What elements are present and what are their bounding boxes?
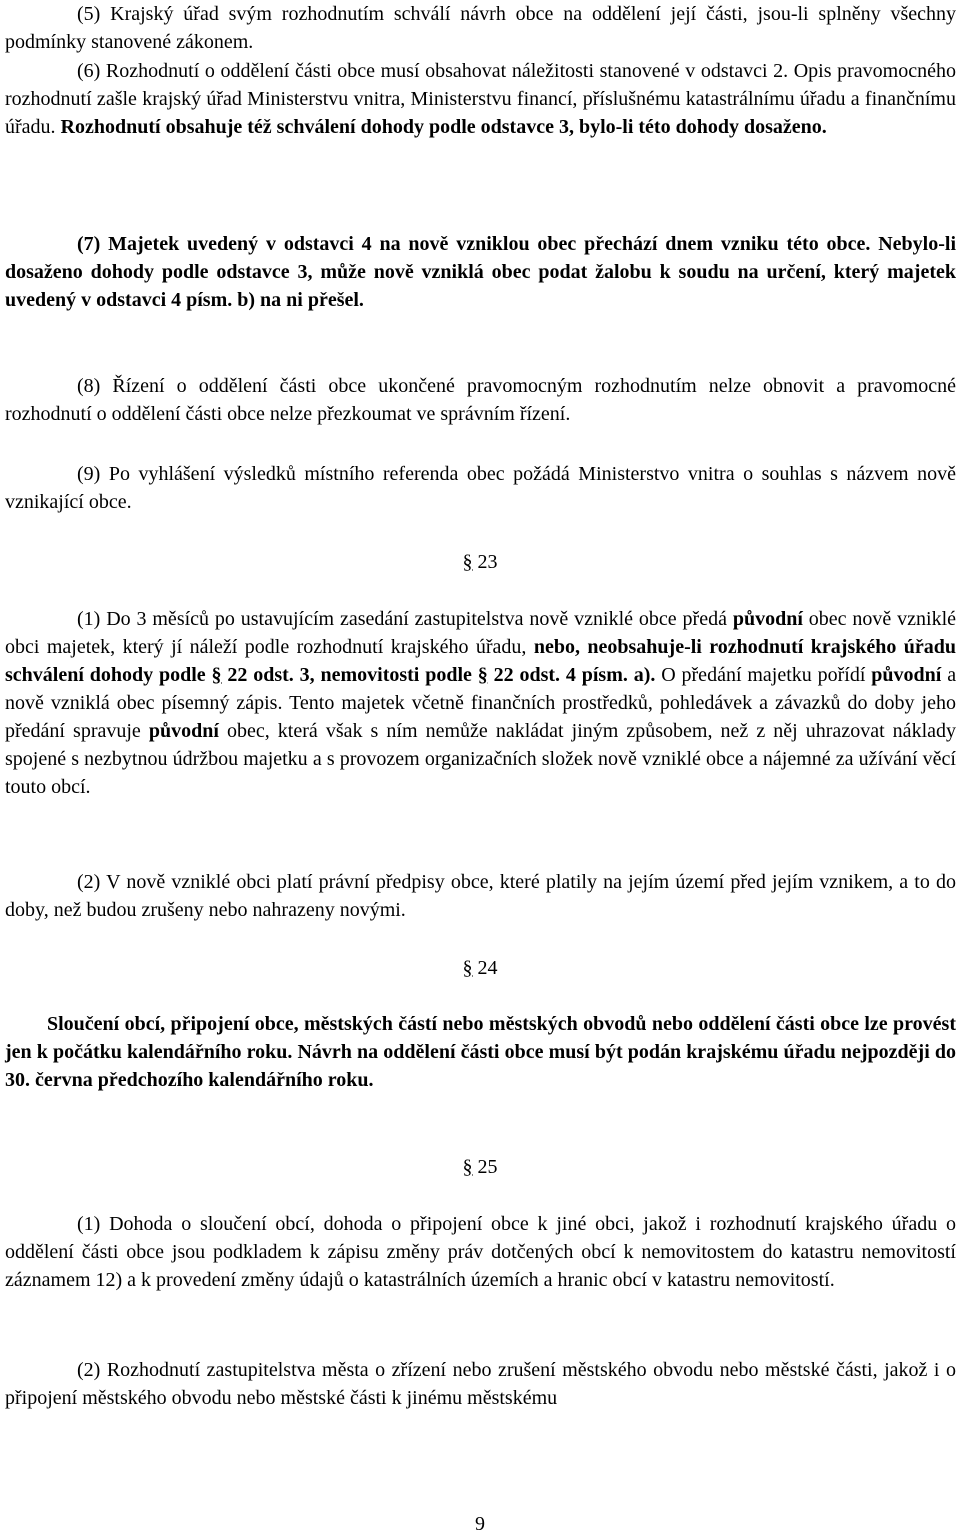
section-symbol: §: [462, 957, 473, 979]
paragraph-8: [5, 372, 956, 428]
section-heading-25: [0, 1153, 960, 1181]
paragraph-5: [5, 0, 956, 56]
s23-p1-bold-e: 22 odst. 3, nemovitosti podle: [227, 664, 472, 686]
s23-p1-text-g: O předání majetku pořídí: [661, 664, 866, 686]
section-symbol: §: [462, 1156, 473, 1178]
section-25-paragraph-1: [5, 1210, 956, 1294]
section-heading-23: [0, 548, 960, 576]
section-symbol-inline: §: [211, 664, 222, 686]
s23-p1-bold-f: 22 odst. 4 písm. a).: [493, 664, 656, 686]
s23-p1-text-c: obec nově vzniklé obci majetek, který jí náleží podle rozhodnutí krajského úřadu,: [5, 608, 957, 658]
paragraph-9-text: (9) Po vyhlášení výsledků místního referenda obec požádá Ministerstvo vnitra o souhlas s názvem nově vznikající obce.: [5, 463, 956, 513]
s23-p1-text-i: a nově vzniklá obec písemný zápis. Tento majetek včetně finančních prostředků, pohledávek a závazků do doby jeho předání spravuje: [5, 664, 957, 742]
section-25-paragraph-2: [5, 1356, 956, 1412]
s23-p1-bold-original-3: původní: [148, 720, 219, 742]
s23-p1-bold-d: nebo, neobsahuje-li rozhodnutí krajského úřadu schválení dohody podle: [5, 636, 957, 686]
paragraph-5-text: (5) Krajský úřad svým rozhodnutím schválí návrh obce na oddělení její části, jsou-li splněny všechny podmínky stanovené zákonem.: [5, 3, 956, 53]
paragraph-9: [5, 460, 956, 516]
paragraph-6: [5, 57, 956, 141]
s23-p1-text-k: obec, která však s ním nemůže nakládat jiným způsobem, než z něj uhrazovat náklady spojené s nezbytnou údržbou majetku a s provozem organizačních složek nově vzniklé obce a nájemné za užívání věcí touto obcí.: [5, 720, 956, 798]
section-number: 25: [477, 1156, 498, 1178]
paragraph-7: [5, 230, 956, 314]
paragraph-7-text: (7) Majetek uvedený v odstavci 4 na nově vzniklou obec přechází dnem vzniku této obce. Nebylo-li dosaženo dohody podle odstavce 3, může nově vzniklá obec podat žalobu k soudu na určení, který majetek uvedený v odstavci 4 písm. b) na ni přešel.: [5, 233, 956, 311]
s24-text: Sloučení obcí, připojení obce, městských částí nebo městských obvodů nebo oddělení části obce lze provést jen k počátku kalendářního roku. Návrh na oddělení části obce musí být podán krajskému úřadu nejpozději do 30. června předchozího kalendářního roku.: [5, 1013, 956, 1091]
s23-p1-bold-original: původní: [732, 608, 803, 630]
section-23-paragraph-1: [5, 605, 956, 801]
paragraph-6-bold-text: Rozhodnutí obsahuje též schválení dohody podle odstavce 3, bylo-li této dohody dosaženo.: [60, 116, 827, 138]
section-23-paragraph-2: [5, 868, 956, 924]
section-24-text: [5, 1010, 956, 1094]
s25-p1-text: (1) Dohoda o sloučení obcí, dohoda o připojení obce k jiné obci, jakož i rozhodnutí krajského úřadu o oddělení části obce jsou podkladem k zápisu změny práv dotčených obcí k nemovitostem do katastru nemovitostí záznamem 12) a k provedení změny údajů o katastrálních územích a hranic obcí v katastru nemovitostí.: [5, 1213, 956, 1291]
paragraph-8-text: (8) Řízení o oddělení části obce ukončené pravomocným rozhodnutím nelze obnovit a pravomocné rozhodnutí o oddělení části obce nelze přezkoumat ve správním řízení.: [5, 375, 956, 425]
s23-p1-text-a: (1) Do 3 měsíců po ustavujícím zasedání zastupitelstva nově vzniklé obce předá: [77, 608, 727, 630]
section-symbol: §: [462, 551, 473, 573]
s25-p2-text: (2) Rozhodnutí zastupitelstva města o zřízení nebo zrušení městského obvodu nebo městské části, jakož i o připojení městského obvodu nebo městské části k jinému městskému: [5, 1359, 956, 1409]
s23-p1-bold-original-2: původní: [871, 664, 942, 686]
paragraph-6-text: (6) Rozhodnutí o oddělení části obce musí obsahovat náležitosti stanovené v odstavci 2. Opis pravomocného rozhodnutí zašle krajský úřad Ministerstvu vnitra, Ministerstvu financí, příslušnému katastrálnímu úřadu a finančnímu úřadu.: [5, 60, 956, 138]
section-heading-24: [0, 954, 960, 982]
section-number: 23: [477, 551, 498, 573]
s23-p2-text: (2) V nově vzniklé obci platí právní předpisy obce, které platily na jejím území před jejím vznikem, a to do doby, než budou zrušeny nebo nahrazeny novými.: [5, 871, 956, 921]
page-number: 9: [475, 1513, 485, 1535]
section-number: 24: [477, 957, 498, 979]
section-symbol-inline: §: [477, 664, 488, 686]
